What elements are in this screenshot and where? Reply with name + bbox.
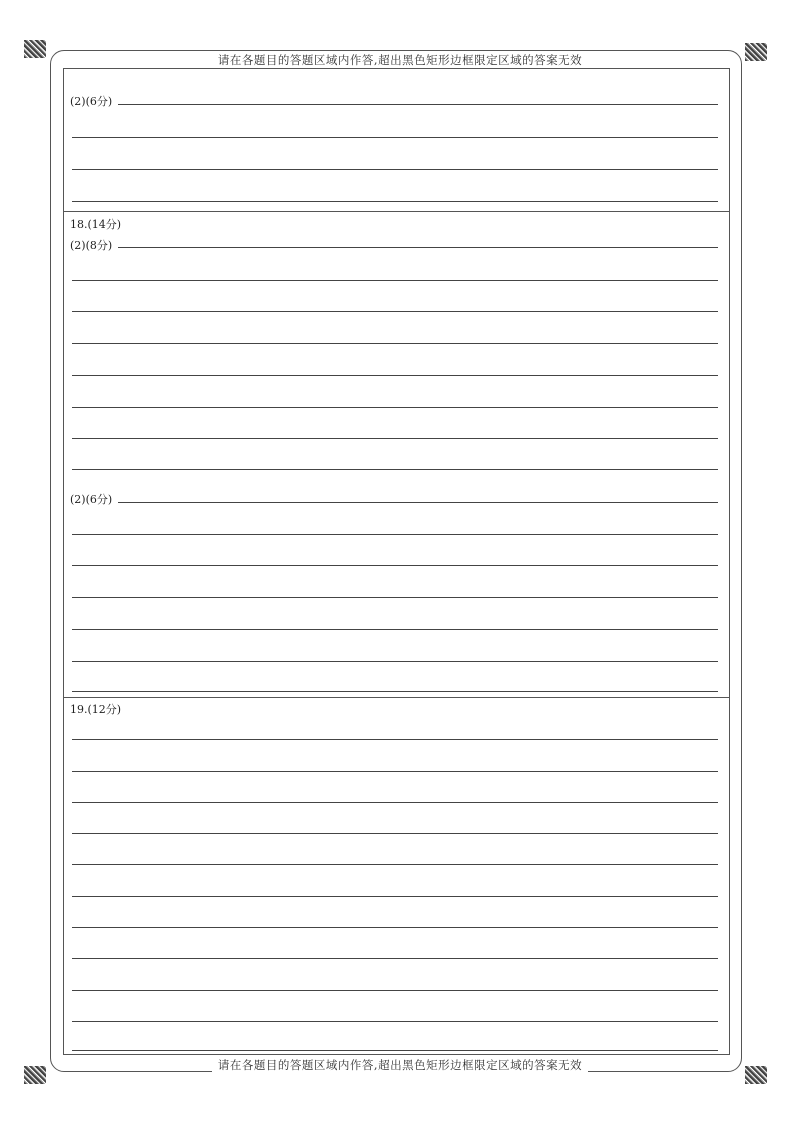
answer-line[interactable]	[72, 169, 718, 170]
answer-line[interactable]	[72, 597, 718, 598]
answer-line[interactable]	[72, 280, 718, 281]
answer-line[interactable]	[118, 104, 718, 105]
answer-line[interactable]	[72, 565, 718, 566]
answer-line[interactable]	[72, 407, 718, 408]
answer-line[interactable]	[72, 661, 718, 662]
answer-line[interactable]	[72, 864, 718, 865]
answer-line[interactable]	[72, 896, 718, 897]
answer-line[interactable]	[72, 534, 718, 535]
question-19-title: 19.(12分)	[70, 703, 122, 716]
answer-line[interactable]	[72, 375, 718, 376]
answer-line[interactable]	[72, 802, 718, 803]
answer-line[interactable]	[118, 502, 718, 503]
question-18-part2-label: (2)(6分)	[70, 493, 113, 506]
header-notice: 请在各题目的答题区域内作答,超出黑色矩形边框限定区域的答案无效	[0, 52, 800, 68]
answer-line[interactable]	[118, 247, 718, 248]
answer-area-border	[63, 68, 730, 1055]
answer-line[interactable]	[72, 958, 718, 959]
section-divider	[63, 697, 730, 698]
part-label-top: (2)(6分)	[70, 95, 113, 108]
answer-line[interactable]	[72, 201, 718, 202]
answer-line[interactable]	[72, 771, 718, 772]
question-18-part1-label: (2)(8分)	[70, 239, 113, 252]
answer-line[interactable]	[72, 1021, 718, 1022]
answer-line[interactable]	[72, 311, 718, 312]
answer-line[interactable]	[72, 343, 718, 344]
answer-line[interactable]	[72, 629, 718, 630]
footer-notice: 请在各题目的答题区域内作答,超出黑色矩形边框限定区域的答案无效	[0, 1057, 800, 1073]
answer-line[interactable]	[72, 1050, 718, 1051]
answer-line[interactable]	[72, 833, 718, 834]
answer-line[interactable]	[72, 137, 718, 138]
section-divider	[63, 211, 730, 212]
question-18-title: 18.(14分)	[70, 218, 122, 231]
answer-line[interactable]	[72, 990, 718, 991]
answer-line[interactable]	[72, 691, 718, 692]
answer-line[interactable]	[72, 739, 718, 740]
answer-line[interactable]	[72, 469, 718, 470]
answer-line[interactable]	[72, 927, 718, 928]
answer-line[interactable]	[72, 438, 718, 439]
